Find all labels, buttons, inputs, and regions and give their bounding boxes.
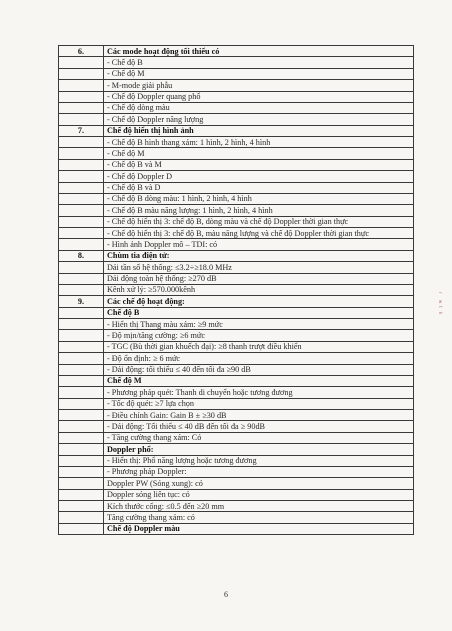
subsection-row [59,523,414,534]
row-text: Chế độ Doppler màu [104,523,414,534]
row-text: - Chế độ B và D [104,182,414,193]
row-text: - Chế độ Doppler quang phổ [104,91,414,102]
row-text: Chế độ hiển thị hình ảnh [104,125,414,136]
row-number [59,80,104,91]
row-text: - M-mode giải phẫu [104,80,414,91]
spec-row [59,205,414,216]
row-text: - Hiển thị Thang màu xám: ≥9 mức [104,319,414,330]
row-text: - Dải động: Tối thiểu ≤ 40 dB đến tối đa ≥ 90dB [104,421,414,432]
spec-row [59,171,414,182]
row-text: Dải tần số hệ thống: ≤3.2÷≥18.0 MHz [104,262,414,273]
row-text: - Chế độ Doppler D [104,171,414,182]
spec-row [59,489,414,500]
row-text: - Hiển thị: Phổ năng lượng hoặc tương đương [104,455,414,466]
margin-mark: t [438,306,443,308]
row-text: - Phương pháp quét: Thanh di chuyển hoặc tương đương [104,387,414,398]
row-number [59,102,104,113]
row-text: Doppler sóng liên tục: có [104,489,414,500]
row-number [59,262,104,273]
spec-row [59,193,414,204]
row-text: - Điều chỉnh Gain: Gain B ± ≥30 dB [104,410,414,421]
spec-row [59,239,414,250]
row-number [59,421,104,432]
row-number [59,432,104,443]
row-text: - Chế độ Doppler năng lượng [104,114,414,125]
row-text: - Hình ảnh Doppler mô – TDI: có [104,239,414,250]
row-number [59,91,104,102]
row-text: - Độ mịn/tăng cường: ≥6 mức [104,330,414,341]
row-number [59,193,104,204]
row-text: Tăng cường thang xám: có [104,512,414,523]
row-text: - Chế độ B màu năng lượng: 1 hình, 2 hình, 4 hình [104,205,414,216]
spec-row [59,137,414,148]
row-number [59,284,104,295]
margin-mark: r [438,292,443,294]
row-number [59,57,104,68]
row-number [59,478,104,489]
row-text: - Độ ổn định: ≥ 6 mức [104,353,414,364]
spec-row [59,159,414,170]
row-text: - Chế độ hiển thị 3: chế độ B, dòng màu và chế độ Doppler thời gian thực [104,216,414,227]
row-number [59,444,104,455]
subsection-row [59,375,414,386]
spec-row [59,262,414,273]
spec-row [59,68,414,79]
row-text: Chế độ M [104,375,414,386]
row-text: - Chế độ M [104,148,414,159]
row-text: - Chế độ B và M [104,159,414,170]
row-number [59,171,104,182]
margin-mark: w [438,300,443,304]
row-text: - Phương pháp Doppler: [104,466,414,477]
row-number [59,455,104,466]
row-text: Các chế độ hoạt động: [104,296,414,307]
spec-row [59,421,414,432]
row-text: - TGC (Bù thời gian khuếch đại): ≥8 thanh trượt điều khiển [104,341,414,352]
row-number [59,182,104,193]
row-text: - Dải động: tối thiểu ≤ 40 đến tối đa ≥90 dB [104,364,414,375]
row-number [59,353,104,364]
spec-row [59,114,414,125]
row-text: - Tăng cường thang xám: Có [104,432,414,443]
row-number [59,319,104,330]
row-number [59,148,104,159]
spec-row [59,182,414,193]
row-text: Kích thước cổng: ≤0.5 đến ≥20 mm [104,501,414,512]
spec-row [59,398,414,409]
spec-row [59,353,414,364]
row-number [59,114,104,125]
spec-row [59,512,414,523]
row-number: 7. [59,125,104,136]
row-number [59,523,104,534]
section-row [59,125,414,136]
row-number [59,512,104,523]
spec-row [59,432,414,443]
row-number [59,307,104,318]
spec-row [59,148,414,159]
spec-row [59,216,414,227]
row-number: 8. [59,250,104,261]
row-number: 6. [59,46,104,57]
row-text: Doppler PW (Sóng xung): có [104,478,414,489]
specification-table [58,45,414,535]
row-text: - Chế độ hiển thị 3: chế độ B, màu năng lượng và chế độ Doppler thời gian thực [104,228,414,239]
row-number [59,239,104,250]
subsection-row [59,444,414,455]
row-number [59,364,104,375]
row-text: - Chế độ dòng màu [104,102,414,113]
row-number [59,137,104,148]
row-number [59,410,104,421]
section-row [59,250,414,261]
spec-row [59,57,414,68]
row-text: - Tốc độ quét: ≥7 lựa chọn [104,398,414,409]
spec-row [59,284,414,295]
spec-row [59,80,414,91]
row-text: Chùm tia điện tử: [104,250,414,261]
row-number [59,387,104,398]
spec-row [59,478,414,489]
row-number [59,205,104,216]
row-text: - Chế độ B hình thang xám: 1 hình, 2 hình, 4 hình [104,137,414,148]
spec-row [59,410,414,421]
row-text: Chế độ B [104,307,414,318]
spec-row [59,501,414,512]
row-text: - Chế độ M [104,68,414,79]
spec-row [59,387,414,398]
row-text: Kênh xử lý: ≥570.000kênh [104,284,414,295]
row-text: - Chế độ B [104,57,414,68]
spec-row [59,91,414,102]
row-text: Các mode hoạt động tối thiểu có [104,46,414,57]
spec-row [59,273,414,284]
spec-row [59,319,414,330]
spec-row [59,228,414,239]
margin-mark: k [438,312,443,315]
spec-row [59,466,414,477]
row-text: - Chế độ B dòng màu: 1 hình, 2 hình, 4 hình [104,193,414,204]
spec-row [59,341,414,352]
row-text: Dải động toàn hệ thống: ≥270 dB [104,273,414,284]
row-number [59,216,104,227]
row-number [59,330,104,341]
row-text: Doppler phổ: [104,444,414,455]
spec-row [59,330,414,341]
row-number [59,489,104,500]
row-number [59,68,104,79]
row-number [59,466,104,477]
spec-row [59,364,414,375]
row-number [59,501,104,512]
row-number [59,159,104,170]
row-number: 9. [59,296,104,307]
row-number [59,398,104,409]
row-number [59,228,104,239]
spec-row [59,455,414,466]
subsection-row [59,307,414,318]
row-number [59,375,104,386]
section-row [59,46,414,57]
spec-row [59,102,414,113]
row-number [59,273,104,284]
row-number [59,341,104,352]
page-number: 6 [224,590,228,599]
section-row [59,296,414,307]
specification-table-body [59,46,414,535]
